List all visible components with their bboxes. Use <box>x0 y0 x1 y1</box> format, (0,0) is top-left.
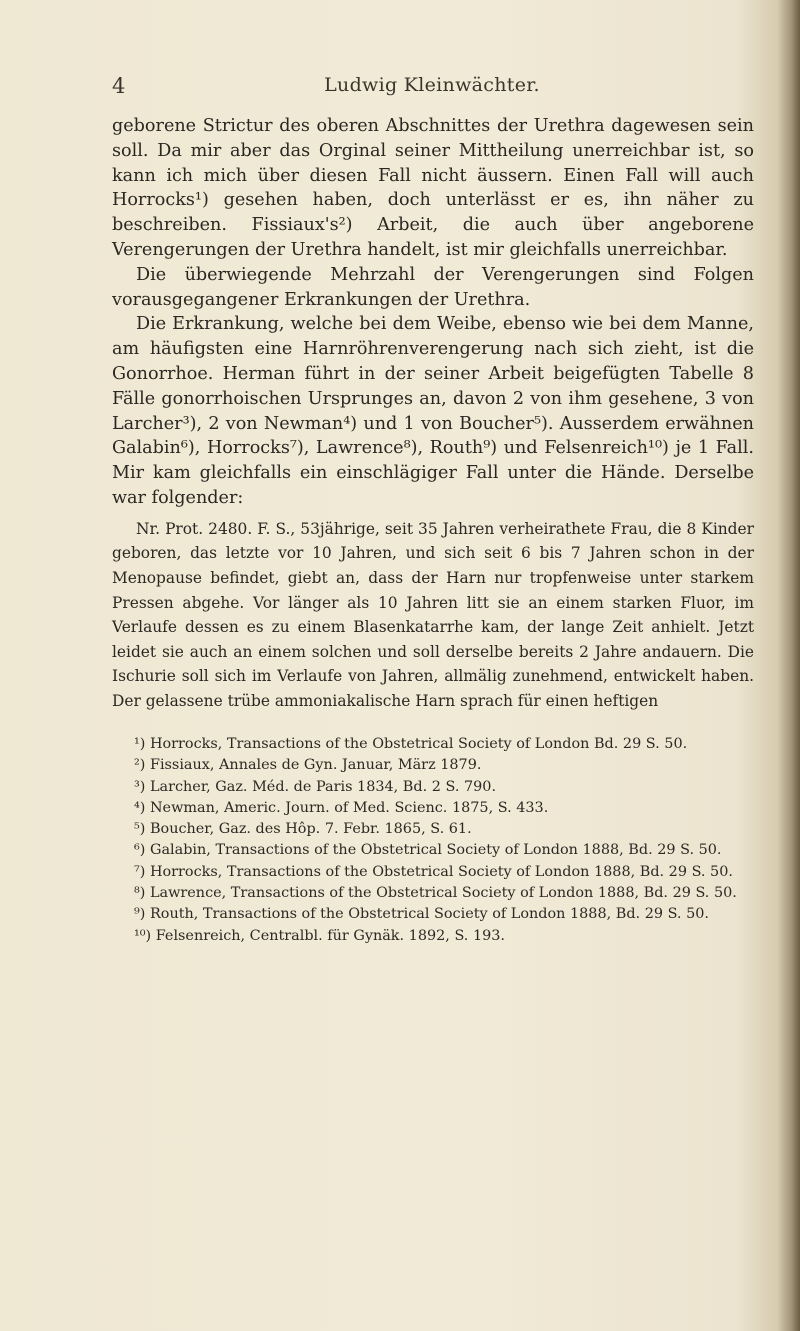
footnotes <box>112 734 754 947</box>
footnote: ³) Larcher, Gaz. Méd. de Paris 1834, Bd. 2 S. 790. <box>134 778 497 795</box>
paragraph: Die überwiegende Mehrzahl der Verengerungen sind Folgen vorausgegangener Erkrankungen der Urethra. <box>112 264 754 310</box>
main-text <box>112 114 754 714</box>
page-header <box>112 74 752 104</box>
footnote: ²) Fissiaux, Annales de Gyn. Januar, März 1879. <box>134 757 482 774</box>
page-edge-shadow <box>778 0 800 1331</box>
footnote: ⁴) Newman, Americ. Journ. of Med. Scienc. 1875, S. 433. <box>134 799 549 816</box>
running-head: Ludwig Kleinwächter. <box>324 74 540 96</box>
footnote: ⁷) Horrocks, Transactions of the Obstetrical Society of London 1888, Bd. 29 S. 50. <box>134 863 733 880</box>
page-number: 4 <box>112 74 126 98</box>
footnote: ⁹) Routh, Transactions of the Obstetrical Society of London 1888, Bd. 29 S. 50. <box>134 906 709 923</box>
footnote: ⁵) Boucher, Gaz. des Hôp. 7. Febr. 1865, S. 61. <box>134 821 472 838</box>
paragraph: geborene Strictur des oberen Abschnittes der Urethra dagewesen sein soll. Da mir aber das Orginal seiner Mittheilung unerreichbar ist, so kann ich mich über diesen Fall nicht äussern. Einen Fall will auch Horrocks¹) gesehen haben, doch unterlässt er es, ihn näher zu beschreiben. Fissiaux's²) Arbeit, die auch über angeborene Verengerungen der Urethra handelt, ist mir gleichfalls unerreichbar. <box>112 116 754 260</box>
footnote: ¹) Horrocks, Transactions of the Obstetrical Society of London Bd. 29 S. 50. <box>134 736 688 752</box>
footnote: ⁶) Galabin, Transactions of the Obstetrical Society of London 1888, Bd. 29 S. 50. <box>134 842 722 859</box>
case-report: Nr. Prot. 2480. F. S., 53jährige, seit 35 Jahren verheirathete Frau, die 8 Kinder geboren, das letzte vor 10 Jahren, und sich seit 6 bis 7 Jahren schon in der Menopause befindet, giebt an, dass der Harn nur tropfenweise unter starkem Pressen abgehe. Vor länger als 10 Jahren litt sie an einem starken Fluor, im Verlaufe dessen es zu einem Blasenkatarrhe kam, der lange Zeit anhielt. Jetzt leidet sie auch an einem solchen und soll derselbe bereits 2 Jahre andauern. Die Ischurie soll sich im Verlaufe von Jahren, allmälig zunehmend, entwickelt haben. Der gelassene trübe ammoniakalische Harn sprach für einen heftigen <box>112 519 754 710</box>
footnote: ¹⁰) Felsenreich, Centralbl. für Gynäk. 1892, S. 193. <box>134 927 505 944</box>
footnote: ⁸) Lawrence, Transactions of the Obstetrical Society of London 1888, Bd. 29 S. 50. <box>134 885 737 902</box>
paragraph: Die Erkrankung, welche bei dem Weibe, ebenso wie bei dem Manne, am häufigsten eine Harnröhrenverengerung nach sich zieht, ist die Gonorrhoe. Herman führt in der seiner Arbeit beigefügten Tabelle 8 Fälle gonorrhoischen Ursprunges an, davon 2 von ihm gesehene, 3 von Larcher³), 2 von Newman⁴) und 1 von Boucher⁵). Ausserdem erwähnen Galabin⁶), Horrocks⁷), Lawrence⁸), Routh⁹) und Felsenreich¹⁰) je 1 Fall. Mir kam gleichfalls ein einschlägiger Fall unter die Hände. Derselbe war folgender: <box>112 314 754 508</box>
